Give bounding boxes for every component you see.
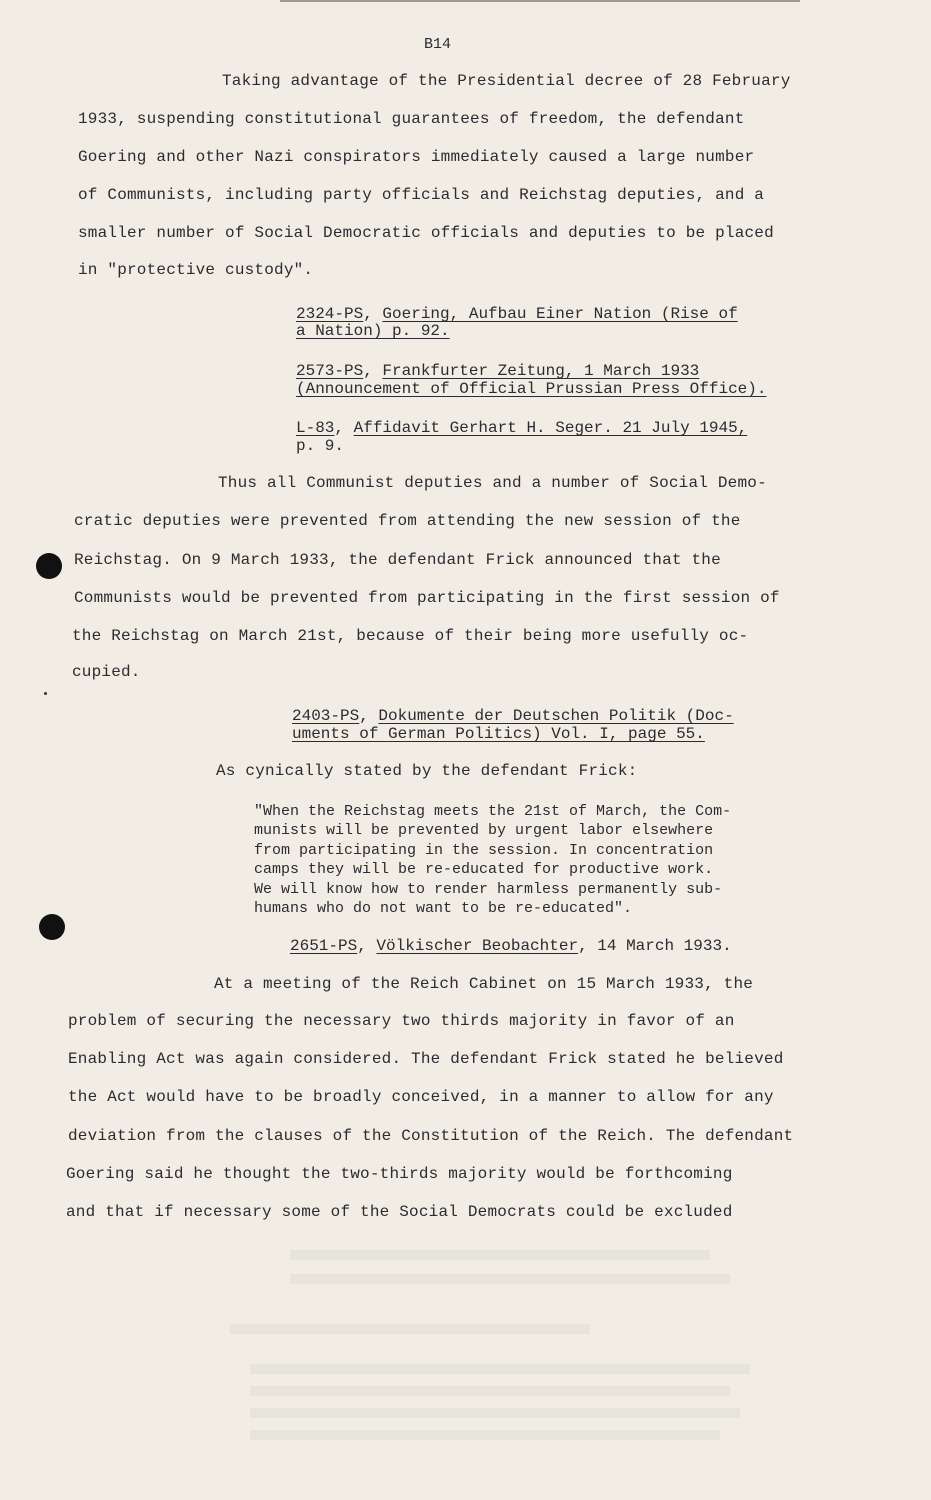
citation-date: , 14 March 1933. <box>578 937 732 955</box>
citation-title-cont: (Announcement of Official Prussian Press Office). <box>296 380 767 398</box>
paragraph1-line: Goering and other Nazi conspirators immediately caused a large number <box>78 148 755 166</box>
quote-line: munists will be prevented by urgent labor elsewhere <box>254 822 714 839</box>
citation-title: Völkischer Beobachter <box>376 937 579 955</box>
citation-2324-ps: 2324-PS, Goering, Aufbau Einer Nation (Rise of <box>296 305 738 323</box>
punch-hole-mark <box>36 553 62 579</box>
paragraph1-line: Taking advantage of the Presidential decree of 28 February <box>222 72 791 90</box>
paragraph2-line: Thus all Communist deputies and a number of Social Demo- <box>218 474 767 492</box>
citation-title-cont: uments of German Politics) Vol. I, page 55. <box>292 725 705 743</box>
paragraph1-line: of Communists, including party officials and Reichstag deputies, and a <box>78 186 765 204</box>
citation-title: Goering, Aufbau Einer Nation (Rise of <box>382 305 738 323</box>
citation-title-cont: a Nation) p. 92. <box>296 322 450 340</box>
paragraph2-line: Reichstag. On 9 March 1933, the defendant Frick announced that the <box>74 551 721 569</box>
citation-2403-ps-line2 <box>292 725 705 743</box>
citation-page: p. 9. <box>296 437 345 455</box>
citation-2651-ps: 2651-PS, Völkischer Beobachter, 14 March 1933. <box>290 937 732 955</box>
citation-2324-ps-line2 <box>296 322 450 340</box>
citation-code: 2403-PS <box>292 707 360 725</box>
paragraph2-line: cupied. <box>72 663 141 681</box>
paragraph2-line: Communists would be prevented from participating in the first session of <box>74 589 780 607</box>
quote-line: humans who do not want to be re-educated". <box>254 900 633 917</box>
paragraph3-line: the Act would have to be broadly conceived, in a manner to allow for any <box>68 1088 774 1106</box>
citation-2573-ps-line2 <box>296 380 766 398</box>
citation-l-83-line2 <box>296 437 344 455</box>
paragraph1-line: in "protective custody". <box>78 261 314 279</box>
page-number: B14 <box>424 36 452 53</box>
quote-intro: As cynically stated by the defendant Frick: <box>216 762 638 780</box>
paragraph2-line: the Reichstag on March 21st, because of their being more usefully oc- <box>72 627 749 645</box>
paragraph3-line: problem of securing the necessary two thirds majority in favor of an <box>68 1012 735 1030</box>
paragraph3-line: deviation from the clauses of the Constitution of the Reich. The defendant <box>68 1127 794 1145</box>
citation-title: Dokumente der Deutschen Politik (Doc- <box>378 707 734 725</box>
citation-code: 2573-PS <box>296 362 364 380</box>
quote-line: camps they will be re-educated for productive work. <box>254 861 714 878</box>
quote-line: from participating in the session. In concentration <box>254 842 714 859</box>
punch-hole-mark <box>39 914 65 940</box>
quote-line: We will know how to render harmless permanently sub- <box>254 881 723 898</box>
citation-2403-ps: 2403-PS, Dokumente der Deutschen Politik (Doc- <box>292 707 734 725</box>
paragraph3-line: Goering said he thought the two-thirds majority would be forthcoming <box>66 1165 733 1183</box>
top-edge-line <box>280 0 800 2</box>
citation-2573-ps: 2573-PS, Frankfurter Zeitung, 1 March 1933 <box>296 362 700 380</box>
citation-code: 2324-PS <box>296 305 364 323</box>
ink-speck <box>44 692 47 695</box>
bleed-through-shadow <box>230 1240 790 1452</box>
paragraph3-line: At a meeting of the Reich Cabinet on 15 March 1933, the <box>214 975 754 993</box>
citation-code: 2651-PS <box>290 937 358 955</box>
citation-l-83: L-83, Affidavit Gerhart H. Seger. 21 July 1945, <box>296 419 748 437</box>
citation-code: L-83 <box>296 419 335 437</box>
citation-title: Frankfurter Zeitung, 1 March 1933 <box>382 362 700 380</box>
quote-line: "When the Reichstag meets the 21st of March, the Com- <box>254 803 732 820</box>
paragraph3-line: and that if necessary some of the Social Democrats could be excluded <box>66 1203 733 1221</box>
paragraph1-line: 1933, suspending constitutional guarantees of freedom, the defendant <box>78 110 745 128</box>
paragraph2-line: cratic deputies were prevented from attending the new session of the <box>74 512 741 530</box>
paragraph1-line: smaller number of Social Democratic officials and deputies to be placed <box>78 224 774 242</box>
paragraph3-line: Enabling Act was again considered. The defendant Frick stated he believed <box>68 1050 784 1068</box>
citation-title: Affidavit Gerhart H. Seger. 21 July 1945, <box>353 419 748 437</box>
